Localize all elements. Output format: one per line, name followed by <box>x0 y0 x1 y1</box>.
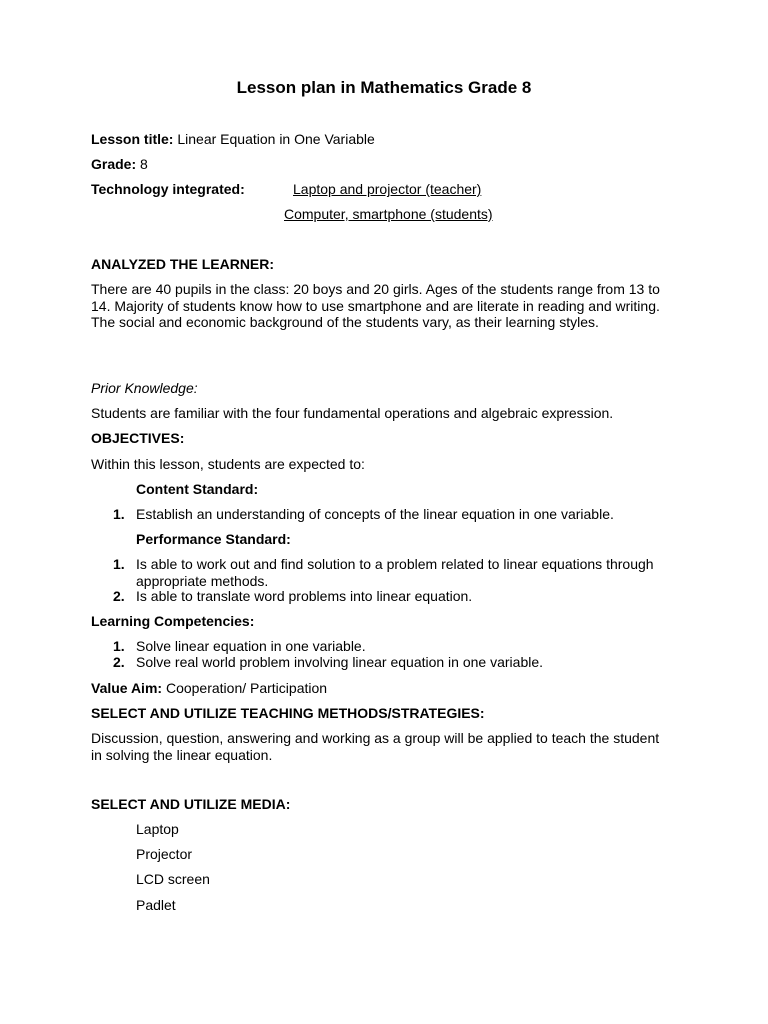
media-item: Laptop <box>136 821 179 837</box>
grade-label: Grade: <box>91 156 137 172</box>
list-item: Solve linear equation in one variable. <box>136 638 366 654</box>
media-item: LCD screen <box>136 871 210 887</box>
prior-knowledge-heading: Prior Knowledge: <box>91 380 198 396</box>
list-number: 1. <box>113 506 125 522</box>
list-item: Establish an understanding of concepts of the linear equation in one variable. <box>136 506 614 522</box>
list-number: 2. <box>113 588 125 604</box>
objectives-heading: OBJECTIVES: <box>91 430 185 446</box>
analyzed-learner-heading: ANALYZED THE LEARNER: <box>91 256 275 272</box>
lesson-title-label: Lesson title: <box>91 131 174 147</box>
performance-standard-heading: Performance Standard: <box>136 531 291 547</box>
list-item: Is able to translate word problems into linear equation. <box>136 588 473 604</box>
prior-knowledge-text: Students are familiar with the four fundamental operations and algebraic expression. <box>91 405 614 421</box>
page-title: Lesson plan in Mathematics Grade 8 <box>236 78 532 97</box>
list-number: 1. <box>113 556 125 572</box>
lesson-title-line <box>91 131 375 147</box>
objectives-intro: Within this lesson, students are expected to: <box>91 456 365 472</box>
teaching-methods-text: Discussion, question, answering and working as a group will be applied to teach the student in solving the linear equation. <box>91 730 660 763</box>
technology-item: Computer, smartphone (students) <box>284 206 493 222</box>
teaching-methods-heading: SELECT AND UTILIZE TEACHING METHODS/STRATEGIES: <box>91 705 485 721</box>
value-aim-line <box>91 680 327 696</box>
list-number: 1. <box>113 638 125 654</box>
analyzed-learner-text: There are 40 pupils in the class: 20 boys and 20 girls. Ages of the students range from 13 to 14. Majority of students know how to use smartphone and are literate in reading and writing. The social and economic background of the students vary, as their learning styles. <box>91 281 660 330</box>
grade-value: 8 <box>136 156 148 172</box>
media-item: Projector <box>136 846 193 862</box>
learning-competencies-heading: Learning Competencies: <box>91 613 255 629</box>
list-item: Solve real world problem involving linear equation in one variable. <box>136 654 544 670</box>
media-heading: SELECT AND UTILIZE MEDIA: <box>91 796 291 812</box>
content-standard-heading: Content Standard: <box>136 481 259 497</box>
list-number: 2. <box>113 654 125 670</box>
lesson-title-value: Linear Equation in One Variable <box>173 131 375 147</box>
list-item: Is able to work out and find solution to a problem related to linear equations through appropriate methods. <box>136 556 654 589</box>
technology-label: Technology integrated: <box>91 181 245 197</box>
grade-line <box>91 156 148 172</box>
media-item: Padlet <box>136 897 176 913</box>
technology-item: Laptop and projector (teacher) <box>293 181 482 197</box>
value-aim-value: Cooperation/ Participation <box>162 680 328 696</box>
value-aim-label: Value Aim: <box>91 680 163 696</box>
